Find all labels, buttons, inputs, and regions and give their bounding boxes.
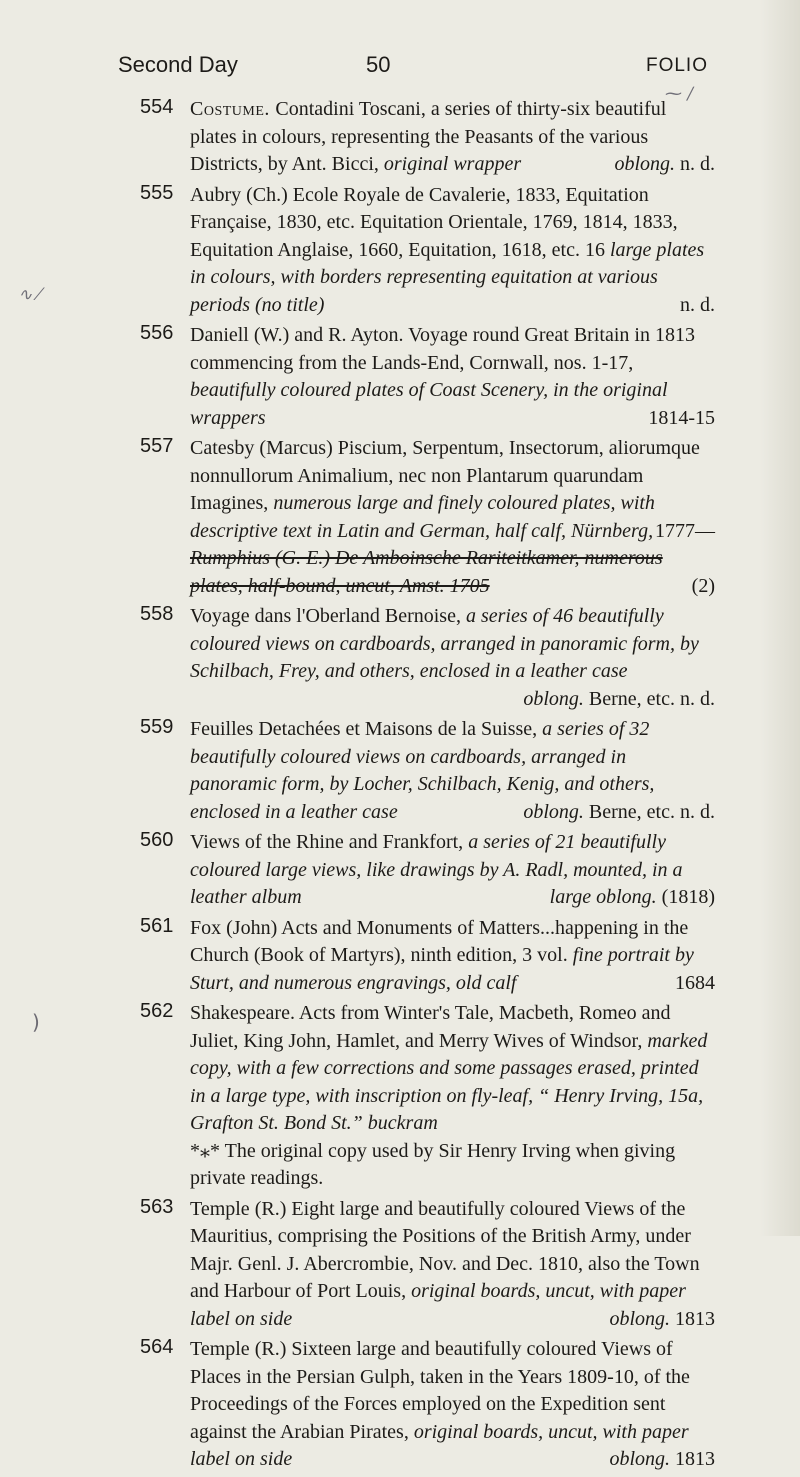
- lot-entry: [140, 915, 715, 998]
- lot-description: [190, 435, 715, 600]
- lot-format: oblong.: [614, 153, 680, 175]
- lot-number: 556: [140, 322, 174, 344]
- lot-body: Temple (R.) Sixteen large and beautifully coloured Views of Places in the Persian Gulph, taken in the Years 1809-10, of the Proceedings of the Forces employed on the Expedition sent against the Arabian Pirates,: [190, 1338, 690, 1443]
- lot-condition: original wrapper: [383, 153, 522, 175]
- page-header: [118, 52, 708, 82]
- lot-note: *⁎* The original copy used by Sir Henry Irving when giving private readings.: [190, 1139, 676, 1189]
- lot-imprint: [675, 970, 715, 998]
- lot-entry: [140, 322, 715, 432]
- lot-description: [190, 829, 715, 912]
- lot-date: 1813: [675, 1448, 715, 1470]
- lot-body: Views of the Rhine and Frankfort,: [190, 831, 469, 853]
- lot-description: [190, 1196, 715, 1334]
- lot-number: 560: [140, 829, 174, 851]
- lot-format: oblong.: [523, 687, 589, 710]
- lot-description: [190, 322, 715, 432]
- lot-description: [190, 96, 715, 179]
- lot-condition: a series of 46 beautifully coloured views on cardboards, arranged in panoramic form, by Schilbach, Frey, and others, enclosed in a leather case: [190, 605, 699, 682]
- lot-entry: [140, 603, 715, 713]
- lot-number: 554: [140, 96, 174, 118]
- lot-heading: Costume.: [190, 98, 276, 120]
- lot-entry: [140, 435, 715, 600]
- lot-condition: beautifully coloured plates of Coast Scenery, in the original wrappers: [190, 379, 668, 429]
- lot-condition: original boards, uncut, with paper label on side: [190, 1280, 686, 1330]
- lot-format: oblong.: [523, 800, 589, 823]
- lot-date: n. d.: [680, 153, 715, 175]
- lot-entry: [140, 829, 715, 912]
- lot-date: 1814-15: [648, 406, 715, 429]
- lot-number: 564: [140, 1336, 174, 1358]
- lot-body: Feuilles Detachées et Maisons de la Suisse,: [190, 718, 543, 740]
- lot-format: oblong.: [609, 1307, 675, 1330]
- lot-condition: a series of 32 beautifully coloured views on cardboards, arranged in panoramic form, by Locher, Schilbach, Kenig, and others, enclosed in a leather case: [190, 718, 655, 823]
- lot-entry: [140, 182, 715, 320]
- lot-body: Catesby (Marcus) Piscium, Serpentum, Insectorum, aliorumque nonnullorum Animalium, nec non Plantarum quarundam Imagines,: [190, 437, 700, 514]
- lot-body: Voyage dans l'Oberland Bernoise,: [190, 605, 466, 627]
- lot-entry: [140, 1336, 715, 1474]
- lot-date: 1813: [675, 1307, 715, 1330]
- lot-body: Fox (John) Acts and Monuments of Matters...happening in the Church (Book of Martyrs), ninth edition, 3 vol.: [190, 916, 689, 966]
- lot-date: 1777—: [655, 519, 715, 542]
- lot-condition: original boards, uncut, with paper label on side: [190, 1420, 689, 1470]
- lot-condition: marked copy, with a few corrections and some passages erased, printed in a large type, with inscription on fly-leaf, “ Henry Irving, 15a, Grafton St. Bond St.” buckram: [190, 1029, 708, 1134]
- lot-imprint: [648, 405, 715, 433]
- lot-number: 557: [140, 435, 174, 457]
- lot-body: Shakespeare. Acts from Winter's Tale, Macbeth, Romeo and Juliet, King John, Hamlet, and Merry Wives of Windsor,: [190, 1002, 671, 1052]
- lot-imprint: [523, 686, 715, 714]
- page-edge-shadow: [760, 0, 800, 1236]
- lot-date: (1818): [661, 886, 715, 908]
- lot-entry: [140, 1196, 715, 1334]
- header-format: FOLIO: [645, 55, 708, 76]
- lot-number: 559: [140, 716, 174, 738]
- lot-body: Contadini Toscani, a series of thirty-six beautiful plates in colours, representing the Peasants of the various Districts, by Ant. Bicci,: [190, 98, 667, 175]
- pencil-mark: ): [32, 1010, 40, 1034]
- lot-number: 558: [140, 603, 174, 625]
- lot-description: [190, 603, 715, 713]
- lot-date: 1684: [675, 971, 715, 994]
- lot-imprint: [609, 1446, 715, 1474]
- lot-imprint: [550, 884, 715, 912]
- lot-body: Daniell (W.) and R. Ayton. Voyage round Great Britain in 1813 commencing from the Lands-End, Cornwall, nos. 1-17,: [190, 324, 695, 374]
- pencil-annotation: ⁓ ∕: [665, 84, 694, 104]
- lot-number: 561: [140, 914, 174, 937]
- lot-condition: large plates in colours, with borders representing equitation at various periods (no title): [190, 238, 705, 316]
- lot-body: Temple (R.) Eight large and beautifully coloured Views of the Mauritius, comprising the Positions of the British Army, under Majr. Genl. J. Abercrombie, Nov. and Dec. 1810, also the Town and Harbour of Port Louis,: [190, 1197, 700, 1302]
- lot-condition: numerous large and finely coloured plates, with descriptive text in Latin and German, half calf, Nürnberg,: [190, 492, 655, 542]
- lot-number: 555: [140, 181, 174, 204]
- lot-list: [140, 96, 715, 1477]
- lot-imprint: [523, 799, 715, 827]
- lot-entry: [140, 1000, 715, 1193]
- lot-imprint: [614, 151, 715, 179]
- lot-entry: [140, 716, 715, 826]
- lot-description: [190, 1000, 715, 1193]
- lot-body: Aubry (Ch.) Ecole Royale de Cavalerie, 1833, Equitation Française, 1830, etc. Equitation Orientale, 1769, 1814, 1833, Equitation Anglaise, 1660, Equitation, 1618, etc. 16: [190, 183, 678, 261]
- struck-out-text: Rumphius (G. E.) De Amboinsche Rariteitkamer, numerous plates, half-bound, uncut, Amst. 1705: [190, 547, 663, 597]
- lot-number: 563: [140, 1195, 174, 1218]
- lot-imprint: [680, 292, 715, 320]
- lot-description: [190, 1336, 715, 1474]
- page-number: 50: [366, 52, 391, 77]
- lot-imprint: [609, 1306, 715, 1334]
- lot-date: Berne, etc. n. d.: [588, 800, 715, 823]
- lot-description: [190, 716, 715, 826]
- lot-date: n. d.: [680, 293, 715, 316]
- lot-date: Berne, etc. n. d.: [588, 687, 715, 710]
- lot-count: (2): [691, 574, 715, 597]
- lot-format: oblong.: [609, 1448, 675, 1470]
- lot-entry: [140, 96, 715, 179]
- pencil-annotation: ∿ ⁄: [18, 285, 41, 305]
- lot-imprint: [655, 518, 715, 546]
- lot-number: 562: [140, 1000, 174, 1022]
- lot-condition: a series of 21 beautifully coloured large views, like drawings by A. Radl, mounted, in a leather album: [190, 831, 683, 908]
- lot-description: [190, 182, 715, 320]
- lot-description: [190, 915, 715, 998]
- header-section: Second Day: [118, 52, 238, 77]
- lot-format: large oblong.: [549, 886, 662, 908]
- lot-condition: fine portrait by Sturt, and numerous engravings, old calf: [190, 944, 694, 994]
